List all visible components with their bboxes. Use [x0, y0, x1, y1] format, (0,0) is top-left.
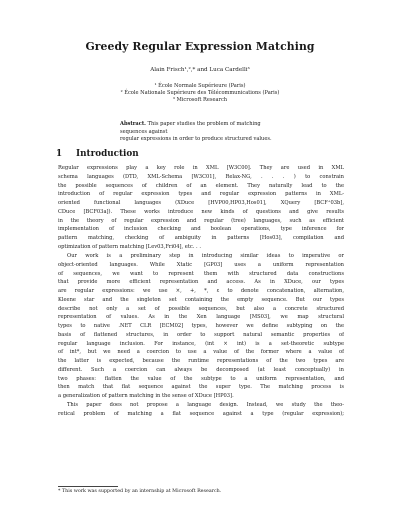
text-line: then match that flat sequence against the super type. The matching process is	[58, 384, 344, 391]
affiliation-2: ² École Nationale Supérieure des Télécommunications (Paris)	[120, 90, 280, 96]
text-line: introduction of regular expression types and regular expression patterns in XML-	[58, 191, 344, 198]
text-line: of sequences, we want to represent them with structured data constructions	[58, 270, 344, 277]
text-line: This paper does not propose a language design. Instead, we study the theo-	[67, 402, 344, 408]
footnote-rule	[58, 486, 118, 487]
text-line: different. Such a coercion can always be decomposed (at least conceptually) in	[58, 366, 344, 373]
abstract-text-line-2: regular expressions in order to produce structured values.	[120, 136, 272, 142]
text-line: in the theory of regular expression and regular (tree) languages, such as efficient	[58, 217, 344, 224]
footnote: * This work was supported by an internship at Microsoft Research.	[58, 489, 222, 494]
text-line: pattern matching, checking of ambiguity in patterns [Hos03], compilation and	[58, 235, 344, 241]
text-line: object-oriented languages. While Xtatic [GP03] uses a uniform representation	[58, 261, 344, 268]
text-line: types to native .NET CLR [ECM02] types, however we define subtyping on the	[58, 323, 344, 329]
text-line: that provide more efficient representation and access. As in XDuce, our types	[58, 279, 344, 286]
text-line: the possible sequences of children of an element. They naturally lead to the	[58, 182, 344, 189]
text-line: implementation of inclusion checking and boolean operations, type inference for	[58, 226, 344, 233]
abstract	[120, 121, 282, 144]
text-line: oriented functional languages (XDuce [HVP00,HP03,Hos01], XQuery [BCF⁺03b],	[58, 200, 344, 206]
section-title: Introduction	[76, 149, 139, 159]
abstract-label: Abstract.	[120, 121, 146, 127]
text-line: Regular expressions play a key role in XML [W3C00]. They are used in XML	[58, 165, 344, 171]
section-number: 1	[56, 149, 63, 159]
paragraph-3	[58, 401, 344, 419]
text-line: basis of flattened structures, in order to support natural semantic properties of	[58, 331, 344, 338]
text-line: schema languages (DTD, XML-Schema [W3C01], Relax-NG, . . . ) to constrain	[58, 173, 344, 180]
text-line: optimization of pattern matching [Lev03,Fri04], etc. . .	[58, 243, 201, 250]
text-line: a generalization of pattern matching in the sense of XDuce [HP03].	[58, 393, 234, 399]
paper-title: Greedy Regular Expression Matching	[85, 40, 315, 53]
paragraph-1	[58, 164, 344, 252]
paragraph-2	[58, 252, 344, 401]
affiliation-3: ³ Microsoft Research	[172, 97, 228, 103]
text-line: Our work is a preliminary step in introducing similar ideas to imperative or	[67, 253, 344, 259]
text-line: two phases: flatten the value of the subtype to a uniform representation, and	[58, 375, 344, 382]
text-line: Kleene star and the singleton set containing the empty sequence. But our types	[58, 296, 344, 303]
affiliation-1: ¹ École Normale Supérieure (Paris)	[154, 83, 246, 89]
text-line: describe not only a set of possible sequences, but also a concrete structured	[58, 305, 344, 312]
text-line: of int*, but we need a coercion to use a value of the former where a value of	[58, 349, 344, 356]
section-heading	[56, 149, 139, 159]
author-list: Alain Frisch¹,²,* and Luca Cardelli³	[150, 67, 250, 73]
text-line: the latter is expected, because the runtime representations of the two types are	[58, 358, 344, 364]
text-line: are regular expressions: we use ×, +, *, ε to denote concatenation, alternation,	[58, 288, 344, 294]
text-line: CDuce [BCF03a]). These works introduce new kinds of questions and give results	[58, 208, 344, 215]
text-line: retical problem of matching a flat sequence against a type (regular expression);	[58, 410, 344, 417]
abstract-text-line-1: This paper studies the problem of matching sequences against	[120, 121, 261, 135]
text-line: regular language inclusion. For instance, (int × int) is a set-theoretic subtype	[58, 340, 344, 347]
text-line: representation of values. As in the Xen language [MS03], we map structural	[58, 314, 344, 321]
